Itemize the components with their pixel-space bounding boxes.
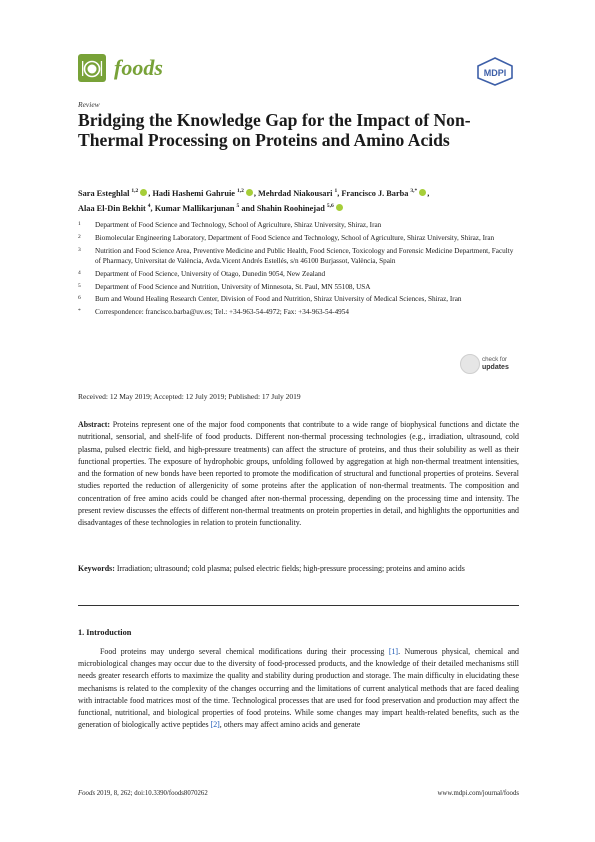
affiliation-number: 2 bbox=[78, 233, 81, 240]
author-affiliation-sup: 5 bbox=[236, 203, 240, 210]
footer-url[interactable]: www.mdpi.com/journal/foods bbox=[437, 790, 519, 797]
affiliation-item bbox=[78, 233, 520, 243]
affiliation-number: 6 bbox=[78, 295, 81, 302]
journal-name: foods bbox=[114, 55, 163, 80]
introduction-paragraph bbox=[78, 646, 519, 731]
affiliation-text: Nutrition and Food Science Area, Preventive Medicine and Public Health, Food Science, Toxicology and Forensic Medicine Department, Faculty of Pharmacy, Universitat de València, Avda.Vicent Andrés Estellés, s/n 46100 Burjassot, València, Spain bbox=[95, 246, 514, 265]
author-affiliation-sup: 1 bbox=[334, 188, 338, 194]
author-separator: , bbox=[427, 188, 430, 198]
author-name: Kumar Mallikarjunan bbox=[154, 204, 235, 214]
mdpi-logo-icon bbox=[473, 56, 517, 86]
author-name: Shahin Roohinejad bbox=[256, 204, 325, 214]
author-name: Alaa El-Din Bekhit bbox=[78, 204, 146, 214]
abstract bbox=[78, 419, 519, 530]
author-affiliation-sup: 1,2 bbox=[131, 188, 139, 194]
author-name: Hadi Hashemi Gahruie bbox=[152, 188, 235, 198]
affiliation-item bbox=[78, 220, 520, 230]
author-separator: , bbox=[253, 188, 258, 198]
publication-dates: Received: 12 May 2019; Accepted: 12 July 2019; Published: 17 July 2019 bbox=[78, 392, 301, 401]
affiliation-text: Burn and Wound Healing Research Center, Division of Food and Nutrition, Shiraz University of Medical Sciences, Shiraz, Iran bbox=[95, 295, 462, 304]
publisher-name: MDPI bbox=[483, 68, 507, 78]
footer-journal: Foods bbox=[78, 790, 95, 797]
affiliation-number: * bbox=[78, 308, 81, 315]
author-affiliation-sup: 3,* bbox=[410, 188, 418, 194]
footer-doi: 2019, 8, 262; doi:10.3390/foods8070262 bbox=[95, 790, 208, 797]
orcid-icon[interactable] bbox=[246, 189, 253, 196]
affiliation-number: 4 bbox=[78, 269, 81, 276]
keywords bbox=[78, 563, 519, 575]
paper-title: Bridging the Knowledge Gap for the Impact of Non-Thermal Processing on Proteins and Amino Acids bbox=[78, 110, 471, 150]
citation-link[interactable]: [1] bbox=[388, 647, 399, 656]
publisher-logo bbox=[473, 56, 517, 86]
affiliation-number: 5 bbox=[78, 282, 81, 289]
author-affiliation-sup: 1,2 bbox=[236, 188, 244, 194]
section-heading: 1. Introduction bbox=[78, 628, 132, 637]
author-name: Francisco J. Barba bbox=[341, 188, 409, 198]
affiliation-item bbox=[78, 246, 520, 267]
intro-text-3: , others may affect amino acids and generate bbox=[219, 720, 361, 730]
author-list bbox=[78, 185, 518, 216]
affiliation-item bbox=[78, 282, 520, 292]
affiliation-item bbox=[78, 294, 520, 304]
footer-citation bbox=[78, 790, 208, 797]
author-name: Mehrdad Niakousari bbox=[257, 188, 333, 198]
affiliation-text: Correspondence: francisco.barba@uv.es; Tel.: +34-963-54-4972; Fax: +34-963-54-4954 bbox=[95, 308, 349, 317]
author-name: Sara Esteghlal bbox=[78, 188, 130, 198]
intro-text-2: . Numerous physical, chemical and microbiological changes may occur due to the diversity of food-processed products, and the knowledge of their detailed mechanisms still needs greater research efforts to maximize the quality and stability during production and storage. The main difficulty in elucidating these mechanisms is related to the complexity of the changes occurring and the limitations of current analytical methods that are faced dealing with intractable food matrices most of the time. Technological processes that are used for food preservation and production may affect the functional, nutritional, and biological properties of food proteins. While some changes may impart health-related benefits, such as the generation of biologically active peptides bbox=[78, 647, 519, 730]
abstract-text: Proteins represent one of the major food components that contribute to a wide range of biophysical functions and dictate the nutritional, sensorial, and shelf-life of food products. Different non-thermal processing technologies (e.g., irradiation, ultrasound, cold plasma, pulsed electric field, and high-pressure treatments) can affect the structure of proteins, and thus their solubility as well as their functional properties. The exposure of hydrophobic groups, unfolding followed by aggregation at high non-thermal treatment intensities, and the formation of new bonds have been reported to promote the modification of structural and functional properties of proteins. Several studies reported the reduction of allergenicity of some proteins after the application of non-thermal treatments. The composition and concentration of free amino acids could be changed after non-thermal processing, depending on the processing time and intensity. The present review discusses the effects of different non-thermal treatments on protein properties in detail, and highlights the opportunities and disadvantages of these technologies in relation to protein functionality. bbox=[78, 420, 519, 528]
intro-text-1: Food proteins may undergo several chemical modifications during their processing bbox=[100, 647, 389, 656]
author-separator: , bbox=[150, 204, 155, 214]
journal-logo bbox=[78, 54, 106, 82]
author-affiliation-sup: 4 bbox=[147, 203, 151, 210]
affiliation-text: Biomolecular Engineering Laboratory, Department of Food Science and Technology, School of Agriculture, Shiraz University, Shiraz, Iran bbox=[95, 233, 495, 242]
affiliation-number: 3 bbox=[78, 246, 81, 253]
affiliation-item bbox=[78, 307, 520, 317]
check-updates-line2: updates bbox=[482, 364, 509, 371]
author-separator: and bbox=[239, 204, 257, 214]
affiliation-text: Department of Food Science, University of Otago, Dunedin 9054, New Zealand bbox=[95, 269, 326, 278]
affiliation-number: 1 bbox=[78, 221, 81, 227]
author-separator: , bbox=[148, 188, 153, 198]
author-affiliation-sup: 5,6 bbox=[326, 203, 334, 210]
affiliation-item bbox=[78, 269, 520, 279]
check-for-updates-button[interactable] bbox=[460, 354, 524, 376]
abstract-label: Abstract: bbox=[78, 420, 110, 429]
orcid-icon[interactable] bbox=[140, 189, 147, 196]
affiliation-text: Department of Food Science and Technology, School of Agriculture, Shiraz University, Shiraz, Iran bbox=[95, 221, 382, 229]
check-updates-line1: check for bbox=[482, 356, 508, 363]
check-updates-icon bbox=[460, 354, 480, 374]
keywords-label: Keywords: bbox=[78, 564, 115, 573]
section-divider bbox=[78, 605, 519, 606]
keywords-text: Irradiation; ultrasound; cold plasma; pulsed electric fields; high-pressure processing; proteins and amino acids bbox=[116, 564, 465, 573]
orcid-icon[interactable] bbox=[419, 189, 426, 196]
plate-icon bbox=[78, 54, 106, 82]
affiliation-list bbox=[78, 220, 520, 320]
article-type: Review bbox=[78, 100, 100, 109]
citation-link[interactable]: [2] bbox=[210, 720, 220, 730]
affiliation-text: Department of Food Science and Nutrition, University of Minnesota, St. Paul, MN 55108, USA bbox=[95, 282, 371, 291]
orcid-icon[interactable] bbox=[336, 204, 343, 211]
author-separator: , bbox=[337, 188, 342, 198]
